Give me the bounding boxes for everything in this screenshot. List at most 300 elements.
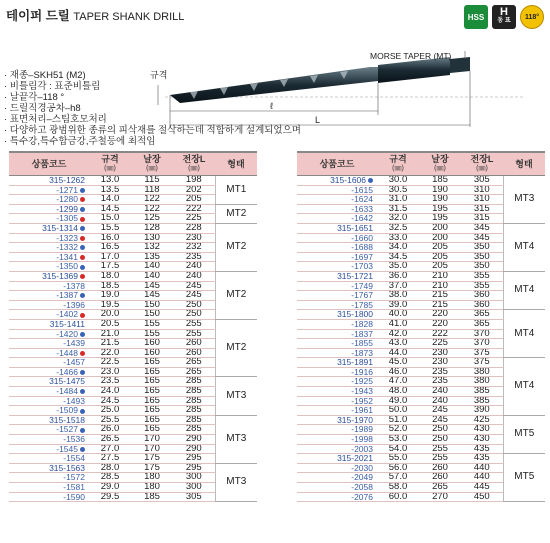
h-badge-letter: H: [500, 6, 508, 18]
col-header-dia: 규격 (㎜): [89, 152, 131, 176]
diameter-cell: 21.5: [89, 339, 131, 349]
product-code: -1299: [56, 204, 78, 214]
product-code-cell: [9, 233, 89, 243]
total-length-cell: 300: [173, 483, 215, 493]
total-length-cell: 305: [173, 492, 215, 502]
product-code-cell: [297, 473, 377, 483]
product-code: -1457: [63, 357, 85, 368]
product-code-cell: [9, 367, 89, 377]
product-code-cell: [9, 473, 89, 483]
diameter-cell: 54.0: [377, 444, 419, 454]
total-length-cell: 435: [461, 444, 503, 454]
table-row: [297, 271, 545, 281]
edge-length-label: ℓ: [270, 101, 273, 111]
product-code-cell: [9, 444, 89, 454]
product-code-cell: [9, 262, 89, 272]
product-code: -1633: [351, 204, 373, 214]
product-code: -1961: [351, 405, 373, 416]
product-code: -1420: [56, 329, 78, 339]
total-length-cell: 202: [173, 185, 215, 195]
table-row: [9, 377, 257, 387]
diameter-cell: 15.0: [89, 214, 131, 224]
total-length-cell: 440: [461, 463, 503, 473]
table-row: [297, 310, 545, 320]
angle-badge-icon: 118°: [520, 5, 544, 29]
diameter-cell: 22.0: [89, 348, 131, 358]
product-code: -1396: [63, 300, 85, 310]
edge-length-cell: 245: [419, 406, 461, 416]
edge-length-cell: 130: [131, 233, 173, 243]
edge-length-cell: 240: [419, 396, 461, 406]
edge-length-cell: 270: [419, 492, 461, 502]
spec-table-left: [9, 151, 257, 502]
product-code-cell: [297, 492, 377, 502]
product-code-cell: [9, 492, 89, 502]
product-code-cell: [9, 463, 89, 473]
product-code-cell: [297, 358, 377, 368]
total-length-cell: 290: [173, 444, 215, 454]
diameter-cell: 21.0: [89, 329, 131, 339]
product-code-cell: [9, 415, 89, 425]
total-length-cell: 380: [461, 377, 503, 387]
edge-length-cell: 160: [131, 339, 173, 349]
diameter-cell: 32.0: [377, 214, 419, 224]
product-code: 315-1891: [337, 357, 373, 368]
product-code: 315-1606: [330, 175, 366, 185]
edge-length-cell: 165: [131, 377, 173, 387]
product-code-cell: [297, 483, 377, 493]
product-code: -1332: [56, 242, 78, 253]
table-row: [297, 454, 545, 464]
edge-length-cell: 210: [419, 281, 461, 291]
total-length-cell: 285: [173, 396, 215, 406]
type-cell: MT3: [503, 176, 545, 224]
blue-dot-icon: [80, 332, 85, 337]
type-cell: MT4: [503, 271, 545, 309]
title-english: TAPER SHANK DRILL: [73, 11, 185, 23]
product-code: -1925: [351, 376, 373, 387]
blue-dot-icon: [80, 245, 85, 250]
edge-length-cell: 185: [419, 176, 461, 186]
diameter-cell: 31.5: [377, 204, 419, 214]
product-code-cell: [297, 291, 377, 301]
product-code: -1493: [63, 396, 85, 406]
type-cell: MT3: [215, 415, 257, 463]
dia-label: 규격: [150, 70, 168, 80]
total-length-cell: 365: [461, 319, 503, 329]
blue-dot-icon: [368, 178, 373, 183]
edge-length-cell: 250: [419, 435, 461, 445]
product-code-cell: [297, 176, 377, 186]
product-code: -1642: [351, 213, 373, 224]
diameter-cell: 32.5: [377, 223, 419, 233]
diameter-cell: 38.0: [377, 291, 419, 301]
col-header-code: 상품코드: [9, 152, 89, 176]
edge-length-cell: 235: [419, 367, 461, 377]
diameter-cell: 35.0: [377, 262, 419, 272]
diameter-cell: 58.0: [377, 483, 419, 493]
product-code-cell: [297, 214, 377, 224]
product-code-cell: [9, 406, 89, 416]
total-length-cell: 285: [173, 425, 215, 435]
spec-line: · 비틀림각 : 표준비틀림: [4, 81, 101, 92]
product-code-cell: [297, 348, 377, 358]
red-dot-icon: [80, 217, 85, 222]
product-code-cell: [297, 243, 377, 253]
spec-line: · 날끝각–118 °: [4, 92, 65, 103]
product-code: 315-1518: [49, 415, 85, 425]
product-code-cell: [297, 329, 377, 339]
diameter-cell: 16.0: [89, 233, 131, 243]
red-dot-icon: [80, 274, 85, 279]
diameter-cell: 29.0: [89, 483, 131, 493]
h-badge-sub: 동 표: [497, 18, 511, 24]
total-length-cell: 445: [461, 483, 503, 493]
type-cell: MT3: [215, 377, 257, 415]
red-dot-icon: [80, 313, 85, 318]
product-code: -1828: [351, 319, 373, 329]
edge-length-cell: 195: [419, 214, 461, 224]
edge-length-cell: 220: [419, 319, 461, 329]
total-length-cell: 360: [461, 291, 503, 301]
edge-length-cell: 165: [131, 367, 173, 377]
diameter-cell: 53.0: [377, 435, 419, 445]
edge-length-cell: 200: [419, 223, 461, 233]
product-code-cell: [9, 281, 89, 291]
product-code-cell: [297, 377, 377, 387]
diameter-cell: 13.0: [89, 176, 131, 186]
edge-length-cell: 140: [131, 262, 173, 272]
diameter-cell: 19.5: [89, 300, 131, 310]
product-code-cell: [297, 281, 377, 291]
diameter-cell: 33.0: [377, 233, 419, 243]
diameter-cell: 27.0: [89, 444, 131, 454]
diameter-cell: 39.0: [377, 300, 419, 310]
total-length-cell: 430: [461, 435, 503, 445]
edge-length-cell: 205: [419, 252, 461, 262]
total-length-cell: 355: [461, 271, 503, 281]
total-length-cell: 250: [173, 310, 215, 320]
type-cell: MT1: [215, 176, 257, 205]
product-code-cell: [9, 252, 89, 262]
product-code-cell: [297, 185, 377, 195]
spec-line: · 드릴직경공차–h8: [4, 103, 81, 114]
total-length-cell: 380: [461, 367, 503, 377]
total-length-cell: 385: [461, 387, 503, 397]
type-cell: MT2: [215, 271, 257, 319]
col-header-length: 전장L (㎜): [461, 152, 503, 176]
product-code: -1590: [63, 492, 85, 502]
product-code: -1952: [351, 396, 373, 406]
product-code: 315-1369: [42, 271, 78, 281]
product-code: -1341: [56, 252, 78, 262]
diameter-cell: 30.0: [377, 176, 419, 186]
spec-line: · 재종–SKH51 (M2): [4, 70, 86, 81]
product-code-cell: [297, 396, 377, 406]
product-code: 315-1800: [337, 309, 373, 320]
red-dot-icon: [80, 197, 85, 202]
type-cell: MT5: [503, 415, 545, 453]
product-code: -1350: [56, 261, 78, 272]
diameter-cell: 52.0: [377, 425, 419, 435]
diameter-cell: 17.5: [89, 262, 131, 272]
total-length-cell: 440: [461, 473, 503, 483]
blue-dot-icon: [80, 370, 85, 375]
total-length-cell: 260: [173, 339, 215, 349]
diameter-cell: 25.0: [89, 406, 131, 416]
product-code: -1323: [56, 233, 78, 243]
total-length-cell: 295: [173, 463, 215, 473]
total-length-cell: 375: [461, 358, 503, 368]
spec-badges: [464, 5, 544, 29]
total-length-cell: 365: [461, 310, 503, 320]
diameter-cell: 36.0: [377, 271, 419, 281]
diameter-cell: 22.5: [89, 358, 131, 368]
product-code-cell: [9, 387, 89, 397]
diameter-cell: 24.0: [89, 387, 131, 397]
spec-notes: [4, 70, 301, 147]
total-length-label: L: [315, 115, 321, 125]
edge-length-cell: 150: [131, 310, 173, 320]
h-badge-icon: [492, 5, 516, 29]
product-code-cell: [297, 339, 377, 349]
col-header-type: 형태: [503, 152, 545, 176]
total-length-cell: 205: [173, 195, 215, 205]
diameter-cell: 34.0: [377, 243, 419, 253]
total-length-cell: 360: [461, 300, 503, 310]
total-length-cell: 310: [461, 195, 503, 205]
table-row: [9, 415, 257, 425]
edge-length-cell: 250: [419, 425, 461, 435]
total-length-cell: 300: [173, 473, 215, 483]
title-korean: 테이퍼 드릴: [6, 9, 70, 23]
product-code: -1484: [56, 386, 78, 397]
product-code: -1916: [351, 367, 373, 377]
edge-length-cell: 115: [131, 176, 173, 186]
product-code: -1466: [56, 367, 78, 377]
total-length-cell: 235: [173, 252, 215, 262]
diameter-cell: 44.0: [377, 348, 419, 358]
edge-length-cell: 175: [131, 454, 173, 464]
product-code: -1509: [56, 405, 78, 416]
total-length-cell: 430: [461, 425, 503, 435]
diameter-cell: 56.0: [377, 463, 419, 473]
total-length-cell: 290: [173, 435, 215, 445]
edge-length-cell: 125: [131, 214, 173, 224]
total-length-cell: 450: [461, 492, 503, 502]
product-code-cell: [9, 176, 89, 186]
product-code-cell: [297, 300, 377, 310]
spec-line: · 다양하고 광범위한 종류의 피삭재를 절삭하는데 적합하게 설계되었으며: [4, 125, 301, 136]
type-cell: MT5: [503, 454, 545, 502]
product-code-cell: [9, 348, 89, 358]
total-length-cell: 245: [173, 281, 215, 291]
edge-length-cell: 260: [419, 463, 461, 473]
col-header-code: 상품코드: [297, 152, 377, 176]
product-code: -1873: [351, 348, 373, 358]
product-code: 315-1475: [49, 376, 85, 387]
morse-taper-label: MORSE TAPER (MT): [370, 51, 452, 61]
diameter-cell: 19.0: [89, 291, 131, 301]
edge-length-cell: 128: [131, 223, 173, 233]
total-length-cell: 285: [173, 406, 215, 416]
total-length-cell: 385: [461, 396, 503, 406]
product-code-cell: [297, 223, 377, 233]
col-header-type: 형태: [215, 152, 257, 176]
product-code: 315-1411: [49, 319, 85, 329]
product-code: -1697: [351, 252, 373, 262]
total-length-cell: 285: [173, 387, 215, 397]
diameter-cell: 15.5: [89, 223, 131, 233]
edge-length-cell: 260: [419, 473, 461, 483]
product-code: 315-1314: [42, 223, 78, 233]
diameter-cell: 18.0: [89, 271, 131, 281]
product-code: -1280: [56, 194, 78, 205]
total-length-cell: 240: [173, 262, 215, 272]
total-length-cell: 265: [173, 367, 215, 377]
blue-dot-icon: [80, 409, 85, 414]
diameter-cell: 17.0: [89, 252, 131, 262]
table-row: [9, 204, 257, 214]
product-code: -2003: [351, 444, 373, 454]
edge-length-cell: 240: [419, 387, 461, 397]
total-length-cell: 350: [461, 243, 503, 253]
product-code: -1624: [351, 194, 373, 205]
edge-length-cell: 190: [419, 195, 461, 205]
blue-dot-icon: [80, 293, 85, 298]
total-length-cell: 350: [461, 252, 503, 262]
diameter-cell: 29.5: [89, 492, 131, 502]
edge-length-cell: 200: [419, 233, 461, 243]
total-length-cell: 315: [461, 204, 503, 214]
diameter-cell: 50.0: [377, 406, 419, 416]
spec-table-right: [297, 151, 545, 502]
product-code-cell: [9, 300, 89, 310]
diameter-cell: 45.0: [377, 358, 419, 368]
product-code: -1545: [56, 444, 78, 454]
total-length-cell: 255: [173, 319, 215, 329]
edge-length-cell: 205: [419, 243, 461, 253]
diameter-cell: 42.0: [377, 329, 419, 339]
edge-length-cell: 215: [419, 300, 461, 310]
table-row: [297, 358, 545, 368]
product-code: -1660: [351, 233, 373, 243]
product-code-cell: [9, 425, 89, 435]
edge-length-cell: 175: [131, 463, 173, 473]
edge-length-cell: 180: [131, 473, 173, 483]
product-code-cell: [9, 319, 89, 329]
product-code: -1749: [351, 281, 373, 291]
diameter-cell: 31.0: [377, 195, 419, 205]
diameter-cell: 30.5: [377, 185, 419, 195]
diameter-cell: 55.0: [377, 454, 419, 464]
product-code-cell: [9, 396, 89, 406]
product-code-cell: [297, 204, 377, 214]
page-title: [6, 6, 184, 24]
product-code: -1305: [56, 213, 78, 224]
product-code-cell: [9, 243, 89, 253]
product-code: -1767: [351, 290, 373, 301]
product-code-cell: [9, 185, 89, 195]
total-length-cell: 350: [461, 262, 503, 272]
diameter-cell: 20.0: [89, 310, 131, 320]
diameter-cell: 28.0: [89, 463, 131, 473]
total-length-cell: 390: [461, 406, 503, 416]
blue-dot-icon: [80, 188, 85, 193]
edge-length-cell: 255: [419, 444, 461, 454]
product-code: -1837: [351, 329, 373, 339]
total-length-cell: 285: [173, 377, 215, 387]
product-code: -1703: [351, 261, 373, 272]
table-row: [9, 319, 257, 329]
product-code: -1378: [63, 281, 85, 291]
product-code: -1688: [351, 242, 373, 253]
red-dot-icon: [80, 351, 85, 356]
edge-length-cell: 170: [131, 435, 173, 445]
total-length-cell: 255: [173, 329, 215, 339]
total-length-cell: 240: [173, 271, 215, 281]
product-code-cell: [9, 195, 89, 205]
edge-length-cell: 265: [419, 483, 461, 493]
product-code: -1943: [351, 386, 373, 397]
edge-length-cell: 165: [131, 396, 173, 406]
product-code: 315-1262: [49, 175, 85, 185]
total-length-cell: 250: [173, 300, 215, 310]
product-code-cell: [297, 415, 377, 425]
total-length-cell: 228: [173, 223, 215, 233]
diameter-cell: 41.0: [377, 319, 419, 329]
diameter-cell: 34.5: [377, 252, 419, 262]
product-code: -1448: [56, 348, 78, 358]
diameter-cell: 23.5: [89, 377, 131, 387]
diameter-cell: 51.0: [377, 415, 419, 425]
diameter-cell: 14.5: [89, 204, 131, 214]
product-code-cell: [297, 233, 377, 243]
edge-length-cell: 122: [131, 204, 173, 214]
blue-dot-icon: [80, 447, 85, 452]
diameter-cell: 37.0: [377, 281, 419, 291]
spec-line: · 표면처리–스팀호모처리: [4, 114, 107, 125]
edge-length-cell: 180: [131, 483, 173, 493]
edge-length-cell: 122: [131, 195, 173, 205]
product-code: -1554: [63, 453, 85, 464]
edge-length-cell: 230: [419, 348, 461, 358]
product-code-cell: [9, 204, 89, 214]
product-code-cell: [9, 214, 89, 224]
diameter-cell: 26.0: [89, 425, 131, 435]
edge-length-cell: 225: [419, 339, 461, 349]
edge-length-cell: 165: [131, 387, 173, 397]
table-row: [9, 271, 257, 281]
product-code: -2030: [351, 463, 373, 473]
diameter-cell: 57.0: [377, 473, 419, 483]
edge-length-cell: 145: [131, 281, 173, 291]
total-length-cell: 370: [461, 339, 503, 349]
edge-length-cell: 195: [419, 204, 461, 214]
total-length-cell: 222: [173, 204, 215, 214]
product-code-cell: [297, 310, 377, 320]
product-code: -1785: [351, 300, 373, 310]
product-code: -2049: [351, 472, 373, 483]
edge-length-cell: 220: [419, 310, 461, 320]
total-length-cell: 230: [173, 233, 215, 243]
total-length-cell: 265: [173, 358, 215, 368]
type-cell: MT2: [215, 223, 257, 271]
product-code-cell: [9, 339, 89, 349]
blue-dot-icon: [80, 226, 85, 231]
edge-length-cell: 155: [131, 319, 173, 329]
product-code: 315-1563: [49, 463, 85, 473]
